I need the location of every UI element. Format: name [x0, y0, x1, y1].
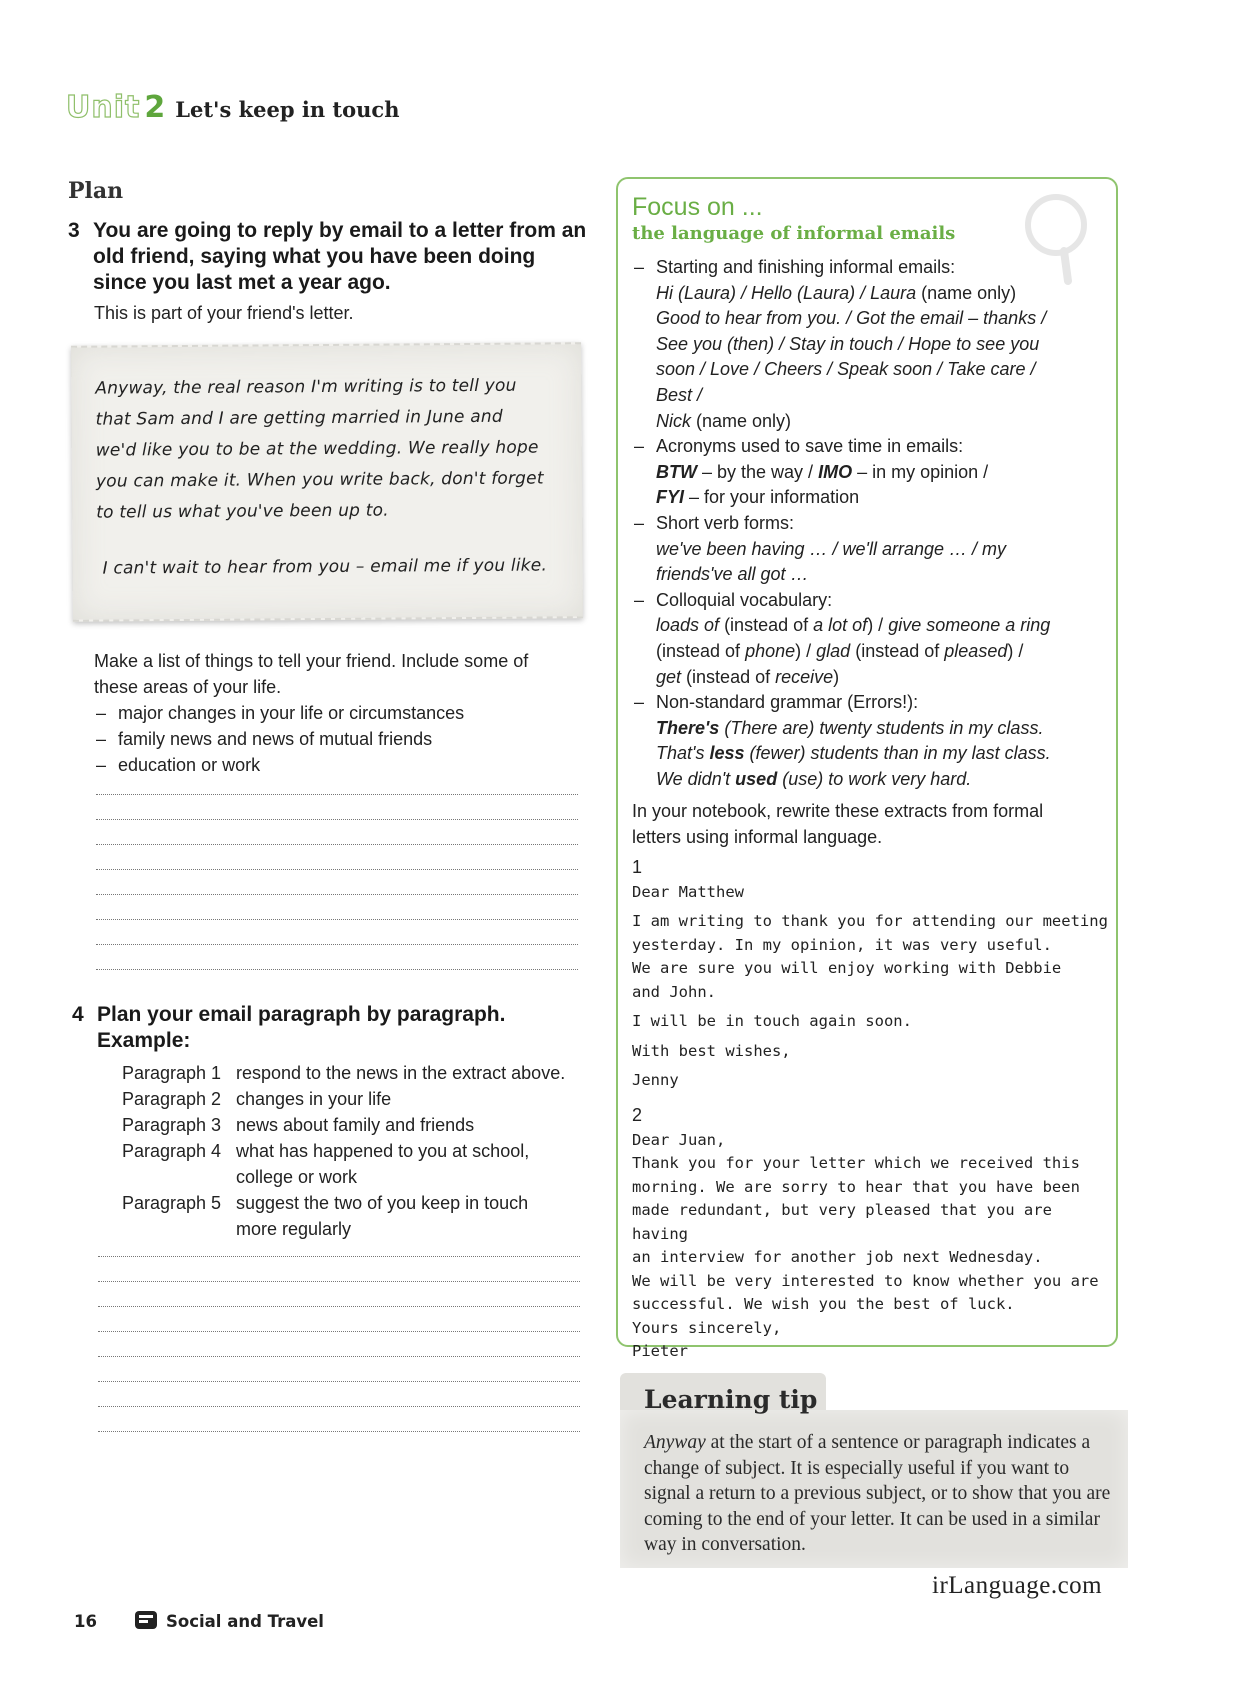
paragraph-desc: news about family and friends	[236, 1115, 475, 1135]
extract-body-line: and John.	[632, 982, 716, 1001]
acronym-desc: – by the way /	[702, 461, 814, 482]
extract-body-line: morning. We are sorry to hear that you have been	[632, 1177, 1080, 1196]
answer-line[interactable]	[98, 1256, 580, 1257]
close-paren: )	[833, 666, 840, 687]
learning-tip-text	[644, 1430, 1114, 1558]
extract-1	[632, 855, 1112, 1093]
focus-list	[632, 255, 1102, 792]
paragraph-desc: what has happened to you at school, college or work	[236, 1141, 530, 1187]
extract-number: 1	[632, 857, 643, 877]
book-title: Social and Travel	[166, 1612, 324, 1631]
extract-name: Jenny	[632, 1071, 679, 1090]
answer-line[interactable]	[96, 819, 578, 820]
task-text: You are going to reply by email to a letter from an old friend, saying what you have been doing since you last met a year ago.	[93, 219, 587, 294]
grammar-example: (There are) twenty students in my class.	[724, 717, 1044, 738]
tip-body-text: at the start of a sentence or paragraph indicates a change of subject. It is especially useful if you want to signal a return to a previous subject, or to show that you are coming to the end of your letter. It can be used in a similar way in conversation.	[644, 1432, 1111, 1555]
grammar-example: We didn't	[656, 768, 731, 789]
paragraph-label: Paragraph 5	[122, 1193, 222, 1213]
letter-line: you can make it. When you write back, don't forget	[95, 468, 544, 492]
extract-body-line: We are sure you will enjoy working with Debbie	[632, 959, 1062, 978]
formal-word: pleased	[944, 640, 1008, 661]
letter-line: to tell us what you've been up to.	[96, 500, 389, 523]
unit-label: Unit	[66, 90, 141, 125]
focus-item-colloquial	[632, 588, 1102, 690]
paragraph-row	[122, 1138, 576, 1190]
instead-of: (instead of	[686, 666, 771, 687]
list-item: – family news and news of mutual friends	[94, 726, 574, 752]
acronym-imo: IMO	[818, 461, 853, 482]
watermark: irLanguage.com	[932, 1572, 1103, 1599]
answer-line[interactable]	[98, 1431, 580, 1432]
paragraph-row	[122, 1060, 576, 1086]
extract-body-line: We will be very interested to know whether you are	[632, 1271, 1099, 1290]
formal-word: receive	[775, 666, 834, 687]
formal-word: phone	[745, 640, 796, 661]
extract-salutation: Dear Matthew	[632, 882, 744, 901]
acronym-btw: BTW	[656, 461, 697, 482]
answer-line[interactable]	[98, 1356, 580, 1357]
answer-line[interactable]	[96, 894, 578, 895]
name-only-note: (name only)	[921, 282, 1017, 303]
focus-item-acronyms	[632, 434, 1102, 511]
separator: ) /	[867, 615, 884, 636]
extract-2	[632, 1103, 1116, 1364]
answer-line[interactable]	[96, 794, 578, 795]
answer-line[interactable]	[98, 1281, 580, 1282]
paragraph-label: Paragraph 3	[122, 1115, 222, 1135]
extract-number: 2	[632, 1105, 643, 1125]
answer-line[interactable]	[96, 844, 578, 845]
task-4	[72, 1002, 592, 1054]
extract-body-line: made redundant, but very pleased that you are having	[632, 1201, 1052, 1243]
extract-body-line: I will be in touch again soon.	[632, 1012, 912, 1031]
unit-header	[66, 90, 399, 125]
colloquial-word: get	[656, 666, 682, 687]
paragraph-label: Paragraph 1	[122, 1063, 222, 1083]
focus-item-label: Non-standard grammar (Errors!):	[656, 692, 919, 713]
letter-lines	[95, 370, 566, 528]
focus-box	[616, 177, 1118, 1361]
letter-closing: I can't wait to hear from you – email me if you like.	[102, 555, 548, 579]
tip-keyword: Anyway	[644, 1432, 706, 1453]
grammar-example: (use) to work very hard.	[782, 768, 972, 789]
answer-line[interactable]	[96, 944, 578, 945]
answer-line[interactable]	[96, 869, 578, 870]
focus-item-verb-forms	[632, 511, 1102, 588]
verb-forms-example: we've been having … / we'll arrange … / my friends've all got …	[656, 538, 1007, 585]
paragraph-desc: suggest the two of you keep in touch more regularly	[236, 1193, 529, 1239]
separator: ) /	[795, 640, 812, 661]
paragraph-label: Paragraph 2	[122, 1089, 222, 1109]
focus-item-label: Acronyms used to save time in emails:	[656, 436, 964, 457]
phrases-example: Good to hear from you. / Got the email – thanks / See you (then) / Stay in touch / Hope to see you soon / Love / Cheers / Speak soon / Take care / Best /	[656, 308, 1047, 405]
example-label: Example:	[97, 1029, 191, 1052]
list-intro: Make a list of things to tell your friend. Include some of these areas of your life.	[94, 651, 529, 697]
focus-item-label: Starting and finishing informal emails:	[656, 257, 956, 277]
paragraph-plan	[122, 1060, 576, 1242]
greetings-example: Hi (Laura) / Hello (Laura) / Laura	[656, 282, 917, 303]
letter-line: we'd like you to be at the wedding. We really hope	[95, 437, 539, 461]
focus-title: Focus on ...	[632, 193, 763, 221]
nick-example: Nick	[656, 410, 691, 431]
acronym-desc: – for your information	[689, 487, 860, 508]
extract-body-line: yesterday. In my opinion, it was very useful.	[632, 935, 1052, 954]
task-intro: This is part of your friend's letter.	[94, 303, 354, 323]
extract-salutation: Dear Juan,	[632, 1130, 726, 1149]
colloquial-word: glad	[816, 640, 851, 661]
paragraph-label: Paragraph 4	[122, 1141, 222, 1161]
paragraph-row	[122, 1112, 576, 1138]
letter-line: that Sam and I are getting married in June and	[95, 406, 503, 430]
task-3	[68, 218, 588, 296]
focus-item-label: Short verb forms:	[656, 512, 795, 533]
acronym-desc: – in my opinion /	[857, 461, 989, 482]
extract-body-line: successful. We wish you the best of luck.	[632, 1295, 1015, 1314]
grammar-example: (fewer) students than in my last class.	[749, 743, 1051, 764]
rewrite-instruction: In your notebook, rewrite these extracts from formal letters using informal language.	[632, 801, 1044, 847]
extract-body-line: an interview for another job next Wednesday.	[632, 1248, 1043, 1267]
plan-heading: Plan	[68, 178, 124, 204]
task-number: 4	[72, 1003, 84, 1026]
answer-line[interactable]	[98, 1381, 580, 1382]
answer-line[interactable]	[96, 919, 578, 920]
page-number: 16	[74, 1612, 97, 1631]
book-icon	[134, 1609, 158, 1636]
separator: ) /	[1007, 640, 1024, 661]
grammar-example: That's	[656, 743, 705, 764]
letter-line: Anyway, the real reason I'm writing is to tell you	[95, 375, 517, 399]
friend-letter-note	[71, 342, 583, 622]
extract-name: Pieter	[632, 1342, 688, 1361]
list-item: – major changes in your life or circumstances	[94, 700, 574, 726]
name-only-note: (name only)	[696, 410, 792, 431]
grammar-error-word: used	[735, 768, 778, 789]
paragraph-desc: respond to the news in the extract above.	[236, 1063, 566, 1083]
paragraph-row	[122, 1086, 576, 1112]
answer-line[interactable]	[98, 1406, 580, 1407]
list-item: – education or work	[94, 752, 574, 778]
unit-title: Let's keep in touch	[175, 97, 400, 122]
grammar-error-word: less	[709, 743, 745, 764]
answer-line[interactable]	[98, 1331, 580, 1332]
task-text: Plan your email paragraph by paragraph.	[97, 1003, 506, 1026]
unit-number: 2	[144, 90, 166, 125]
extract-signoff: With best wishes,	[632, 1041, 791, 1060]
task-number: 3	[68, 219, 80, 242]
instead-of: (instead of	[656, 640, 741, 661]
answer-line[interactable]	[98, 1306, 580, 1307]
extract-signoff: Yours sincerely,	[632, 1318, 782, 1337]
extract-body-line: I am writing to thank you for attending our meeting	[632, 912, 1108, 931]
focus-item-label: Colloquial vocabulary:	[656, 589, 833, 610]
colloquial-word: give someone a ring	[888, 615, 1051, 636]
colloquial-word: loads of	[656, 615, 720, 636]
focus-subtitle: the language of informal emails	[632, 223, 956, 244]
extract-body-line: Thank you for your letter which we received this	[632, 1154, 1080, 1173]
learning-tip-heading: Learning tip	[644, 1385, 818, 1414]
paragraph-desc: changes in your life	[236, 1089, 392, 1109]
instead-of: (instead of	[724, 615, 809, 636]
areas-list	[94, 700, 574, 778]
answer-line[interactable]	[96, 969, 578, 970]
grammar-error-word: There's	[656, 717, 720, 738]
formal-word: a lot of	[813, 615, 868, 636]
paragraph-row	[122, 1190, 576, 1242]
focus-item-grammar	[632, 690, 1102, 792]
instead-of: (instead of	[855, 640, 940, 661]
acronym-fyi: FYI	[656, 487, 685, 508]
focus-item-starting	[632, 255, 1102, 434]
